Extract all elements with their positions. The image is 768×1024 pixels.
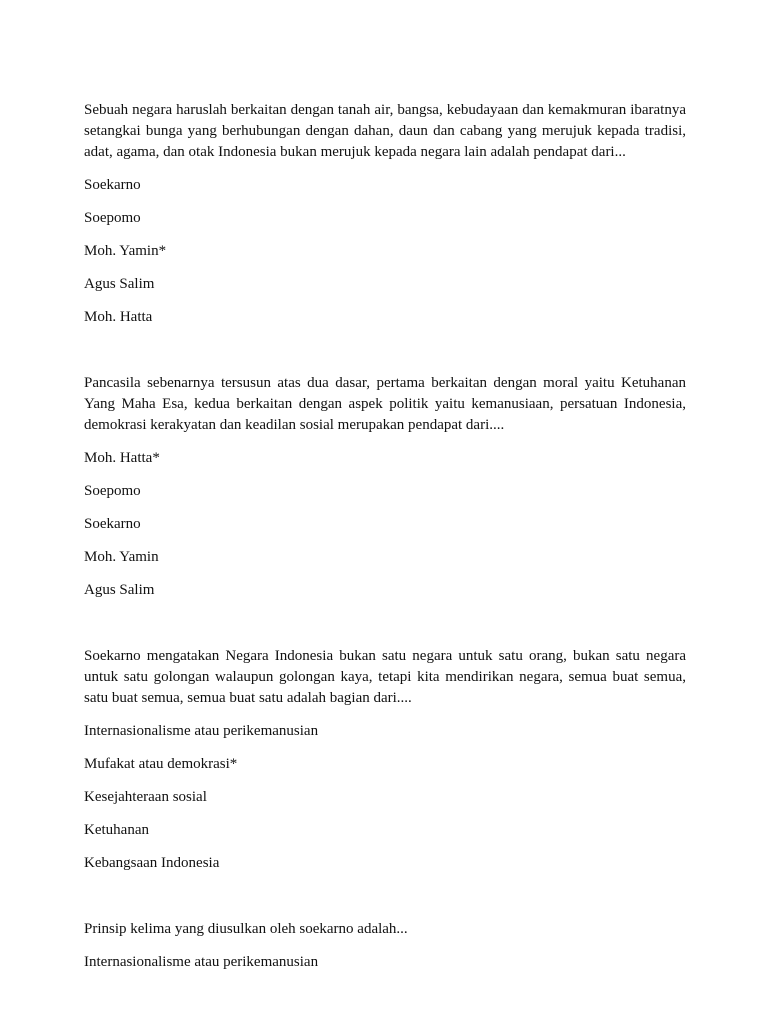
answer-option: Soekarno [84,516,141,532]
answer-option: Moh. Yamin* [84,243,167,259]
question-text: Sebuah negara haruslah berkaitan dengan tanah air, bangsa, kebudayaan dan kemakmuran ibaratnya setangkai bunga yang berhubungan dengan dahan, daun dan cabang yang merujuk kepada tradisi, adat, agama, dan otak Indonesia bukan merujuk kepada negara lain adalah pendapat dari... [84,102,686,160]
answer-option: Internasionalisme atau perikemanusian [84,954,319,970]
question-block-3 [84,646,686,874]
answer-option: Soepomo [84,210,141,226]
question-block-4 [84,919,686,973]
question-block-1 [84,100,686,328]
question-text: Pancasila sebenarnya tersusun atas dua dasar, pertama berkaitan dengan moral yaitu Ketuhanan Yang Maha Esa, kedua berkaitan dengan aspek politik yaitu kemanusiaan, persatuan Indonesia, demokrasi kerakyatan dan keadilan sosial merupakan pendapat dari.... [84,375,686,433]
answer-option: Agus Salim [84,276,155,292]
question-text: Prinsip kelima yang diusulkan oleh soekarno adalah... [84,921,408,937]
answer-options [84,952,686,973]
answer-options [84,721,686,874]
answer-options [84,448,686,601]
answer-option: Soepomo [84,483,141,499]
answer-option: Moh. Hatta [84,309,153,325]
answer-option: Mufakat atau demokrasi* [84,756,238,772]
answer-option: Moh. Hatta* [84,450,160,466]
answer-option: Moh. Yamin [84,549,159,565]
document-page [84,100,686,973]
question-block-2 [84,373,686,601]
answer-option: Kesejahteraan sosial [84,789,207,805]
question-text: Soekarno mengatakan Negara Indonesia bukan satu negara untuk satu orang, bukan satu negara untuk satu golongan walaupun golongan kaya, tetapi kita mendirikan negara, semua buat semua, satu buat semua, semua buat satu adalah bagian dari.... [84,648,686,706]
answer-option: Internasionalisme atau perikemanusian [84,723,319,739]
answer-option: Ketuhanan [84,822,149,838]
answer-option: Agus Salim [84,582,155,598]
answer-options [84,175,686,328]
answer-option: Kebangsaan Indonesia [84,855,220,871]
answer-option: Soekarno [84,177,141,193]
